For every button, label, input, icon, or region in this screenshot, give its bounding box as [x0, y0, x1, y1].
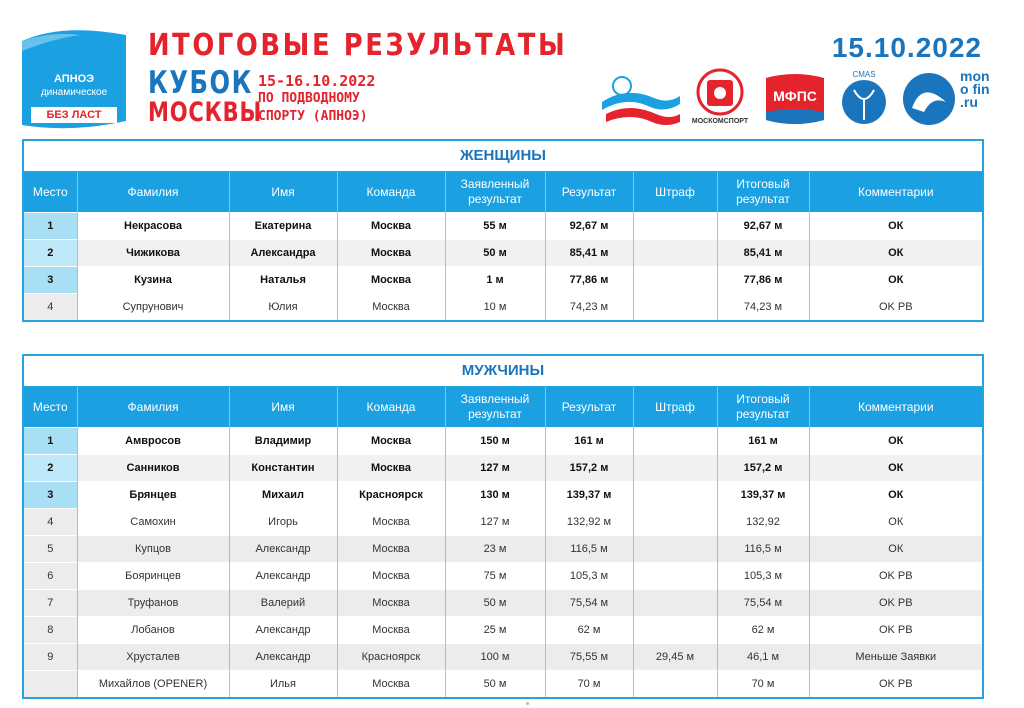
- table-row: [24, 536, 982, 563]
- badge-line-2: динамическое: [40, 87, 108, 98]
- col-name: Имя: [229, 387, 337, 428]
- event-line-2: ПО ПОДВОДНОМУ: [258, 91, 360, 106]
- cell-declared: 10 м: [445, 294, 545, 321]
- col-surname: Фамилия: [77, 387, 229, 428]
- cell-final: 105,3 м: [717, 563, 809, 590]
- table-row: [24, 428, 982, 455]
- cell-penalty: [633, 267, 717, 294]
- cell-surname: Лобанов: [77, 617, 229, 644]
- table-row: [24, 294, 982, 321]
- page-marker: [526, 702, 529, 705]
- cell-comment: OK PB: [809, 563, 982, 590]
- col-declared: Заявленный результат: [445, 387, 545, 428]
- cell-result: 62 м: [545, 617, 633, 644]
- cell-surname: Кузина: [77, 267, 229, 294]
- col-team: Команда: [337, 387, 445, 428]
- col-team: Команда: [337, 172, 445, 213]
- cell-name: Александр: [229, 644, 337, 671]
- cell-penalty: [633, 590, 717, 617]
- col-declared: Заявленный результат: [445, 172, 545, 213]
- table-row: [24, 590, 982, 617]
- col-final: Итоговый результат: [717, 387, 809, 428]
- cell-place: 9: [24, 644, 77, 671]
- cell-name: Юлия: [229, 294, 337, 321]
- cell-team: Москва: [337, 213, 445, 240]
- cup-title: [148, 65, 263, 128]
- men-header-row: [24, 387, 982, 428]
- badge-line-3: БЕЗ ЛАСТ: [31, 107, 117, 123]
- cell-comment: ОК: [809, 240, 982, 267]
- col-place: Место: [24, 172, 77, 213]
- table-row: [24, 455, 982, 482]
- mfps-label: МФПС: [773, 88, 817, 104]
- cell-name: Александр: [229, 617, 337, 644]
- cell-final: 157,2 м: [717, 455, 809, 482]
- cell-team: Москва: [337, 294, 445, 321]
- cell-team: Москва: [337, 590, 445, 617]
- cell-comment: OK PB: [809, 671, 982, 698]
- col-surname: Фамилия: [77, 172, 229, 213]
- cell-surname: Труфанов: [77, 590, 229, 617]
- cell-declared: 75 м: [445, 563, 545, 590]
- col-comments: Комментарии: [809, 172, 982, 213]
- cell-place: 3: [24, 267, 77, 294]
- col-penalty: Штраф: [633, 387, 717, 428]
- cell-result: 74,23 м: [545, 294, 633, 321]
- cell-team: Москва: [337, 240, 445, 267]
- mfps-logo: [766, 72, 824, 131]
- badge-line-1: АПНОЭ: [53, 73, 95, 85]
- cell-final: 85,41 м: [717, 240, 809, 267]
- table-row: [24, 240, 982, 267]
- cell-comment: ОК: [809, 267, 982, 294]
- cell-penalty: [633, 294, 717, 321]
- cell-final: 132,92: [717, 509, 809, 536]
- cell-result: 139,37 м: [545, 482, 633, 509]
- cell-penalty: [633, 455, 717, 482]
- cell-penalty: [633, 509, 717, 536]
- cmas-label: CMAS: [852, 70, 876, 79]
- cell-surname: Купцов: [77, 536, 229, 563]
- cell-place: 2: [24, 240, 77, 267]
- cell-name: Михаил: [229, 482, 337, 509]
- table-row: [24, 644, 982, 671]
- cell-declared: 1 м: [445, 267, 545, 294]
- cell-penalty: [633, 617, 717, 644]
- table-row: [24, 563, 982, 590]
- cell-final: 161 м: [717, 428, 809, 455]
- table-row: [24, 671, 982, 698]
- men-table-title: МУЖЧИНЫ: [24, 356, 982, 387]
- table-row: [24, 267, 982, 294]
- women-rows: [24, 213, 982, 321]
- cell-final: 77,86 м: [717, 267, 809, 294]
- cell-final: 75,54 м: [717, 590, 809, 617]
- cell-penalty: [633, 482, 717, 509]
- col-penalty: Штраф: [633, 172, 717, 213]
- cell-final: 46,1 м: [717, 644, 809, 671]
- col-place: Место: [24, 387, 77, 428]
- cell-result: 77,86 м: [545, 267, 633, 294]
- cell-final: 74,23 м: [717, 294, 809, 321]
- cell-surname: Хрусталев: [77, 644, 229, 671]
- cell-penalty: [633, 563, 717, 590]
- cell-team: Красноярск: [337, 482, 445, 509]
- monofin-logo: mono fin .ru: [960, 68, 990, 110]
- women-header-row: [24, 172, 982, 213]
- cell-comment: ОК: [809, 482, 982, 509]
- sponsor-logos: [600, 68, 990, 130]
- cell-team: Москва: [337, 509, 445, 536]
- women-table-title: ЖЕНЩИНЫ: [24, 141, 982, 172]
- men-rows: [24, 428, 982, 698]
- table-row: [24, 617, 982, 644]
- cell-result: 161 м: [545, 428, 633, 455]
- cell-declared: 50 м: [445, 590, 545, 617]
- col-final: Итоговый результат: [717, 172, 809, 213]
- col-result: Результат: [545, 387, 633, 428]
- cell-result: 70 м: [545, 671, 633, 698]
- cell-comment: ОК: [809, 428, 982, 455]
- cell-penalty: [633, 428, 717, 455]
- cell-surname: Чижикова: [77, 240, 229, 267]
- col-result: Результат: [545, 172, 633, 213]
- cell-name: Александр: [229, 563, 337, 590]
- cell-surname: Брянцев: [77, 482, 229, 509]
- cell-name: Александра: [229, 240, 337, 267]
- cell-final: 116,5 м: [717, 536, 809, 563]
- cell-name: Илья: [229, 671, 337, 698]
- cell-comment: ОК: [809, 509, 982, 536]
- event-line-3: СПОРТУ (АПНОЭ): [258, 109, 368, 124]
- cell-result: 85,41 м: [545, 240, 633, 267]
- cell-comment: OK PB: [809, 617, 982, 644]
- cell-result: 75,55 м: [545, 644, 633, 671]
- apnea-badge-logo: [22, 29, 126, 129]
- cell-result: 157,2 м: [545, 455, 633, 482]
- swim-federation-logo: [600, 72, 682, 135]
- cell-surname: Некрасова: [77, 213, 229, 240]
- cell-comment: OK PB: [809, 294, 982, 321]
- cell-place: 4: [24, 509, 77, 536]
- cup-line-1: КУБОК: [148, 65, 253, 101]
- cell-team: Москва: [337, 267, 445, 294]
- cell-team: Красноярск: [337, 644, 445, 671]
- cell-penalty: [633, 240, 717, 267]
- cell-surname: Самохин: [77, 509, 229, 536]
- cell-declared: 150 м: [445, 428, 545, 455]
- moscomsport-label: МОСКОМСПОРТ: [691, 118, 749, 125]
- cell-comment: Меньше Заявки: [809, 644, 982, 671]
- cell-result: 75,54 м: [545, 590, 633, 617]
- cell-declared: 50 м: [445, 671, 545, 698]
- cell-final: 139,37 м: [717, 482, 809, 509]
- cell-place: 4: [24, 294, 77, 321]
- cell-declared: 127 м: [445, 455, 545, 482]
- cell-place: 1: [24, 428, 77, 455]
- moscomsport-logo: [692, 68, 748, 135]
- cell-comment: ОК: [809, 213, 982, 240]
- cell-declared: 55 м: [445, 213, 545, 240]
- cell-declared: 127 м: [445, 509, 545, 536]
- cell-result: 132,92 м: [545, 509, 633, 536]
- cell-final: 70 м: [717, 671, 809, 698]
- cell-team: Москва: [337, 536, 445, 563]
- event-dates: 15-16.10.2022: [258, 72, 376, 90]
- cell-surname: Супрунович: [77, 294, 229, 321]
- cell-declared: 25 м: [445, 617, 545, 644]
- cell-name: Наталья: [229, 267, 337, 294]
- cell-surname: Санников: [77, 455, 229, 482]
- cell-name: Екатерина: [229, 213, 337, 240]
- cell-place: 5: [24, 536, 77, 563]
- cell-name: Игорь: [229, 509, 337, 536]
- cell-name: Валерий: [229, 590, 337, 617]
- cell-declared: 23 м: [445, 536, 545, 563]
- cell-result: 105,3 м: [545, 563, 633, 590]
- cell-name: Константин: [229, 455, 337, 482]
- cell-final: 62 м: [717, 617, 809, 644]
- cell-name: Александр: [229, 536, 337, 563]
- cell-final: 92,67 м: [717, 213, 809, 240]
- col-comments: Комментарии: [809, 387, 982, 428]
- cell-place: 8: [24, 617, 77, 644]
- cmas-logo: [840, 68, 888, 133]
- cell-surname: Михайлов (OPENER): [77, 671, 229, 698]
- dolphin-logo: [902, 72, 956, 131]
- event-info: [258, 72, 375, 126]
- cell-team: Москва: [337, 671, 445, 698]
- cell-surname: Бояринцев: [77, 563, 229, 590]
- cell-team: Москва: [337, 617, 445, 644]
- cell-penalty: [633, 213, 717, 240]
- cell-team: Москва: [337, 428, 445, 455]
- cell-place: [24, 671, 77, 698]
- cell-comment: ОК: [809, 536, 982, 563]
- cell-comment: ОК: [809, 455, 982, 482]
- table-row: [24, 509, 982, 536]
- cell-declared: 50 м: [445, 240, 545, 267]
- cell-team: Москва: [337, 455, 445, 482]
- cell-name: Владимир: [229, 428, 337, 455]
- cell-declared: 130 м: [445, 482, 545, 509]
- cell-place: 1: [24, 213, 77, 240]
- table-row: [24, 482, 982, 509]
- cell-place: 7: [24, 590, 77, 617]
- men-results-table: [22, 354, 984, 699]
- page-title: ИТОГОВЫЕ РЕЗУЛЬТАТЫ: [148, 28, 568, 63]
- cell-penalty: [633, 671, 717, 698]
- cup-line-2: МОСКВЫ: [148, 97, 263, 128]
- cell-team: Москва: [337, 563, 445, 590]
- cell-place: 3: [24, 482, 77, 509]
- table-row: [24, 213, 982, 240]
- women-results-table: [22, 139, 984, 322]
- results-date: 15.10.2022: [831, 32, 982, 63]
- col-name: Имя: [229, 172, 337, 213]
- cell-place: 6: [24, 563, 77, 590]
- cell-penalty: 29,45 м: [633, 644, 717, 671]
- cell-declared: 100 м: [445, 644, 545, 671]
- cell-penalty: [633, 536, 717, 563]
- cell-surname: Амвросов: [77, 428, 229, 455]
- cell-result: 116,5 м: [545, 536, 633, 563]
- cell-result: 92,67 м: [545, 213, 633, 240]
- cell-place: 2: [24, 455, 77, 482]
- cell-comment: OK PB: [809, 590, 982, 617]
